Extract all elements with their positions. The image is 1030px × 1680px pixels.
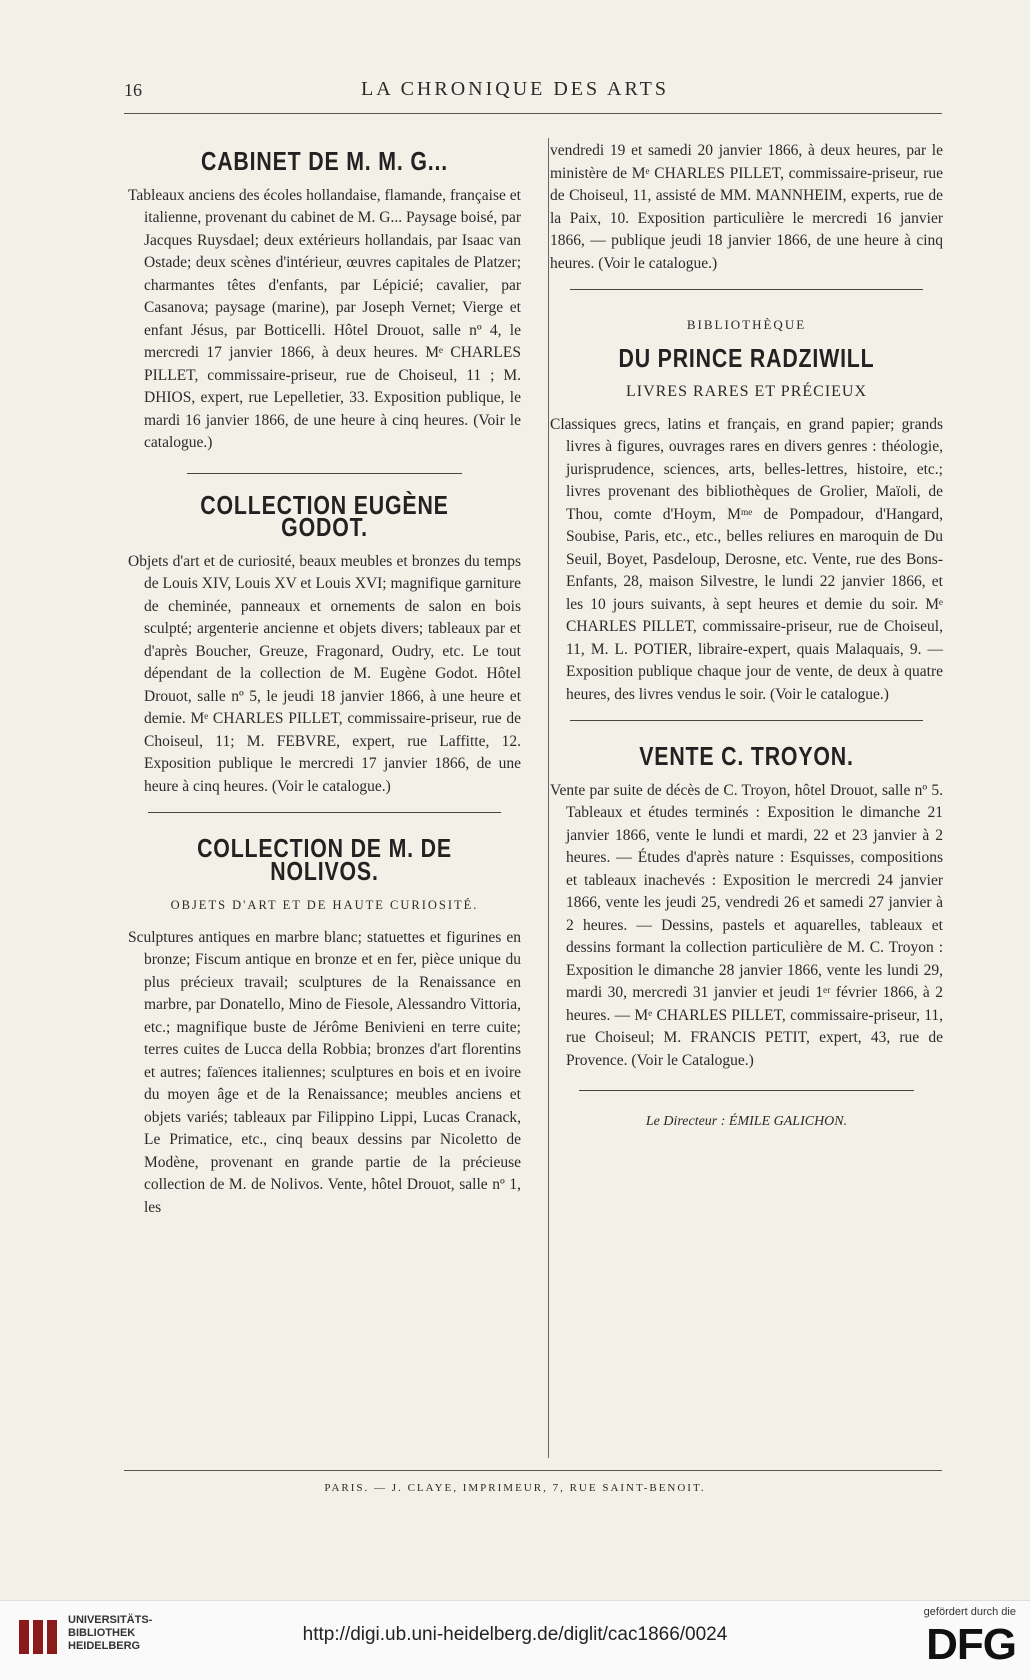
left-column (128, 140, 521, 1219)
section-text-nolivos: Sculptures antiques en marbre blanc; statuettes et figurines en bronze; Fiscum antique en bronze et en fer, pièce unique du plus précieux travail; sculptures de la Renaissance en marbre, par Donatello, Mino de Fiesole, Alessandro Vittoria, etc.; magnifique buste de Jérôme Benivieni en terre cuite; terres cuites de Lucca della Robbia; bronzes d'art florentins et autres; faïences italiennes; sculptures en bois et en ivoire du moyen âge et de la Renaissance; meubles anciens et objets variés; tableaux par Filippino Lippi, Lucas Cranack, Le Primatice, etc., cinq beaux dessins par Nicoletto de Modène, provenant en grande partie de la précieuse collection de M. de Nolivos. Vente, hôtel Drouot, salle nº 1, les (128, 928, 521, 1216)
section-text-cabinet: Tableaux anciens des écoles hollandaise, flamande, française et italienne, provenant du cabinet de M. G... Paysage boisé, par Jacques Ruysdael; deux extérieurs hollandais, par Isaac van Ostade; deux scènes d'intérieur, œuvres capitales de Platzer; charmantes têtes d'enfants, par Lépicié; cavalier, par Casanova; paysage (marine), par Joseph Vernet; Vierge et enfant Jésus, par Botticelli. Hôtel Drouot, salle nº 4, le mercredi 17 janvier 1866, à deux heures. Mᵉ CHARLES PILLET, commissaire-priseur, rue de Choiseul, 11 ; M. DHIOS, expert, rue Lepelletier, 33. Exposition publique, le mardi 16 janvier 1866, de une heure à cinq heures. (Voir le catalogue.) (128, 186, 521, 451)
section-pre-title: BIBLIOTHÈQUE (686, 317, 807, 332)
page-number: 16 (124, 80, 142, 100)
separator (570, 720, 924, 721)
section-title-troyon: VENTE C. TROYON. (639, 741, 854, 771)
section-text-troyon: Vente par suite de décès de C. Troyon, hôtel Drouot, salle nº 5. Tableaux et études terminés : Exposition le dimanche 21 janvier 1866, vente le lundi et mardi, 22 et 23 janvier à 2 heures. — Études d'après nature : Esquisses, compositions et tableaux inachevés : Exposition le mercredi 24 janvier 1866, vente les jeudi 25, vendredi 26 et samedi 27 janvier à 2 heures. — Dessins, pastels et aquarelles, tableaux et dessins formant la collection particulière de M. C. Troyon : Exposition le dimanche 28 janvier 1866, vente les lundi 29, mardi 30, mercredi 31 janvier et jeudi 1ᵉʳ février 1866, à 2 heures. — Mᵉ CHARLES PILLET, commissaire-priseur, 11, rue Choiseul; M. FRANCIS PETIT, expert, 43, rue de Provence. (Voir le Catalogue.) (550, 781, 943, 1069)
column-divider (548, 138, 549, 1458)
footer-rule (124, 1470, 942, 1471)
funding-caption: gefördert durch die (923, 1606, 1016, 1618)
right-column (550, 140, 943, 1134)
journal-title: LA CHRONIQUE DES ARTS (361, 78, 669, 100)
section-text-radziwill: Classiques grecs, latins et français, en grand papier; grands livres à figures, ouvrages rares en divers genres : théologie, jurisprudence, sciences, arts, belles-lettres, histoire, etc.; livres provenant des bibliothèques de Grolier, Maïoli, de Thou, comte d'Hoym, Mᵐᵉ de Pompadour, d'Hangard, Soubise, Paris, etc., etc., belles reliures en maroquin de Du Seuil, Boyet, Pasdeloup, Derosne, etc. Vente, rue des Bons-Enfants, 28, maison Silvestre, le lundi 22 janvier 1866, et les 10 jours suivants, à sept heures et demie du soir. Mᵉ CHARLES PILLET, commissaire-priseur, rue de Choiseul, 11, M. L. POTIER, libraire-expert, quais Malaquais, 9. — Exposition publique chaque jour de vente, de deux à quatre heures, des livres vendus le soir. (Voir le catalogue.) (550, 415, 943, 703)
printer-line: PARIS. — J. CLAYE, IMPRIMEUR, 7, RUE SAINT-BENOIT. (324, 1482, 706, 1494)
dfg-logo: DFG (926, 1620, 1016, 1669)
separator (187, 473, 462, 474)
section-subtitle-nolivos: OBJETS D'ART ET DE HAUTE CURIOSITÉ. (170, 898, 479, 912)
separator (579, 1090, 913, 1091)
section-title-cabinet: CABINET DE M. M. G... (200, 146, 448, 176)
section-title-nolivos: COLLECTION DE M. DE NOLIVOS. (197, 833, 452, 886)
source-url-link[interactable]: http://digi.ub.uni-heidelberg.de/diglit/cac1866/0024 (302, 1624, 728, 1645)
section-title-radziwill: DU PRINCE RADZIWILL (618, 342, 875, 373)
section-subtitle-radziwill: LIVRES RARES ET PRÉCIEUX (625, 383, 868, 400)
separator (148, 812, 502, 813)
library-name: UNIVERSITÄTS- BIBLIOTHEK HEIDELBERG (68, 1614, 153, 1652)
section-title-godot: COLLECTION EUGÈNE GODOT. (200, 489, 449, 542)
header-rule (124, 113, 942, 114)
section-text-godot: Objets d'art et de curiosité, beaux meubles et bronzes du temps de Louis XIV, Louis XV et Louis XVI; magnifique garniture de cheminée, panneaux et ornements de salon en bois sculpté; argenterie ancienne et objets divers; tableaux par et d'après Boucher, Greuze, Fragonard, Oudry, etc. Le tout dépendant de la collection de M. Eugène Godot. Hôtel Drouot, salle nº 5, le jeudi 18 janvier 1866, à une heure et demie. Mᵉ CHARLES PILLET, commissaire-priseur, rue de Choiseul, 11; M. FEBVRE, expert, rue Laffitte, 12. Exposition publique le mercredi 17 janvier 1866, de une heure à cinq heures. (Voir le catalogue.) (128, 552, 521, 795)
continued-text: vendredi 19 et samedi 20 janvier 1866, à deux heures, par le ministère de Mᵉ CHARLES PILLET, commissaire-priseur, rue de Choiseul, 11, assisté de MM. MANNHEIM, experts, rue de la Paix, 10. Exposition particulière le mercredi 16 janvier 1866, — publique jeudi 18 janvier 1866, de une heure à cinq heures. (Voir le catalogue.) (550, 142, 943, 272)
signature: Le Directeur : ÉMILE GALICHON. (645, 1114, 848, 1129)
separator (570, 289, 924, 290)
